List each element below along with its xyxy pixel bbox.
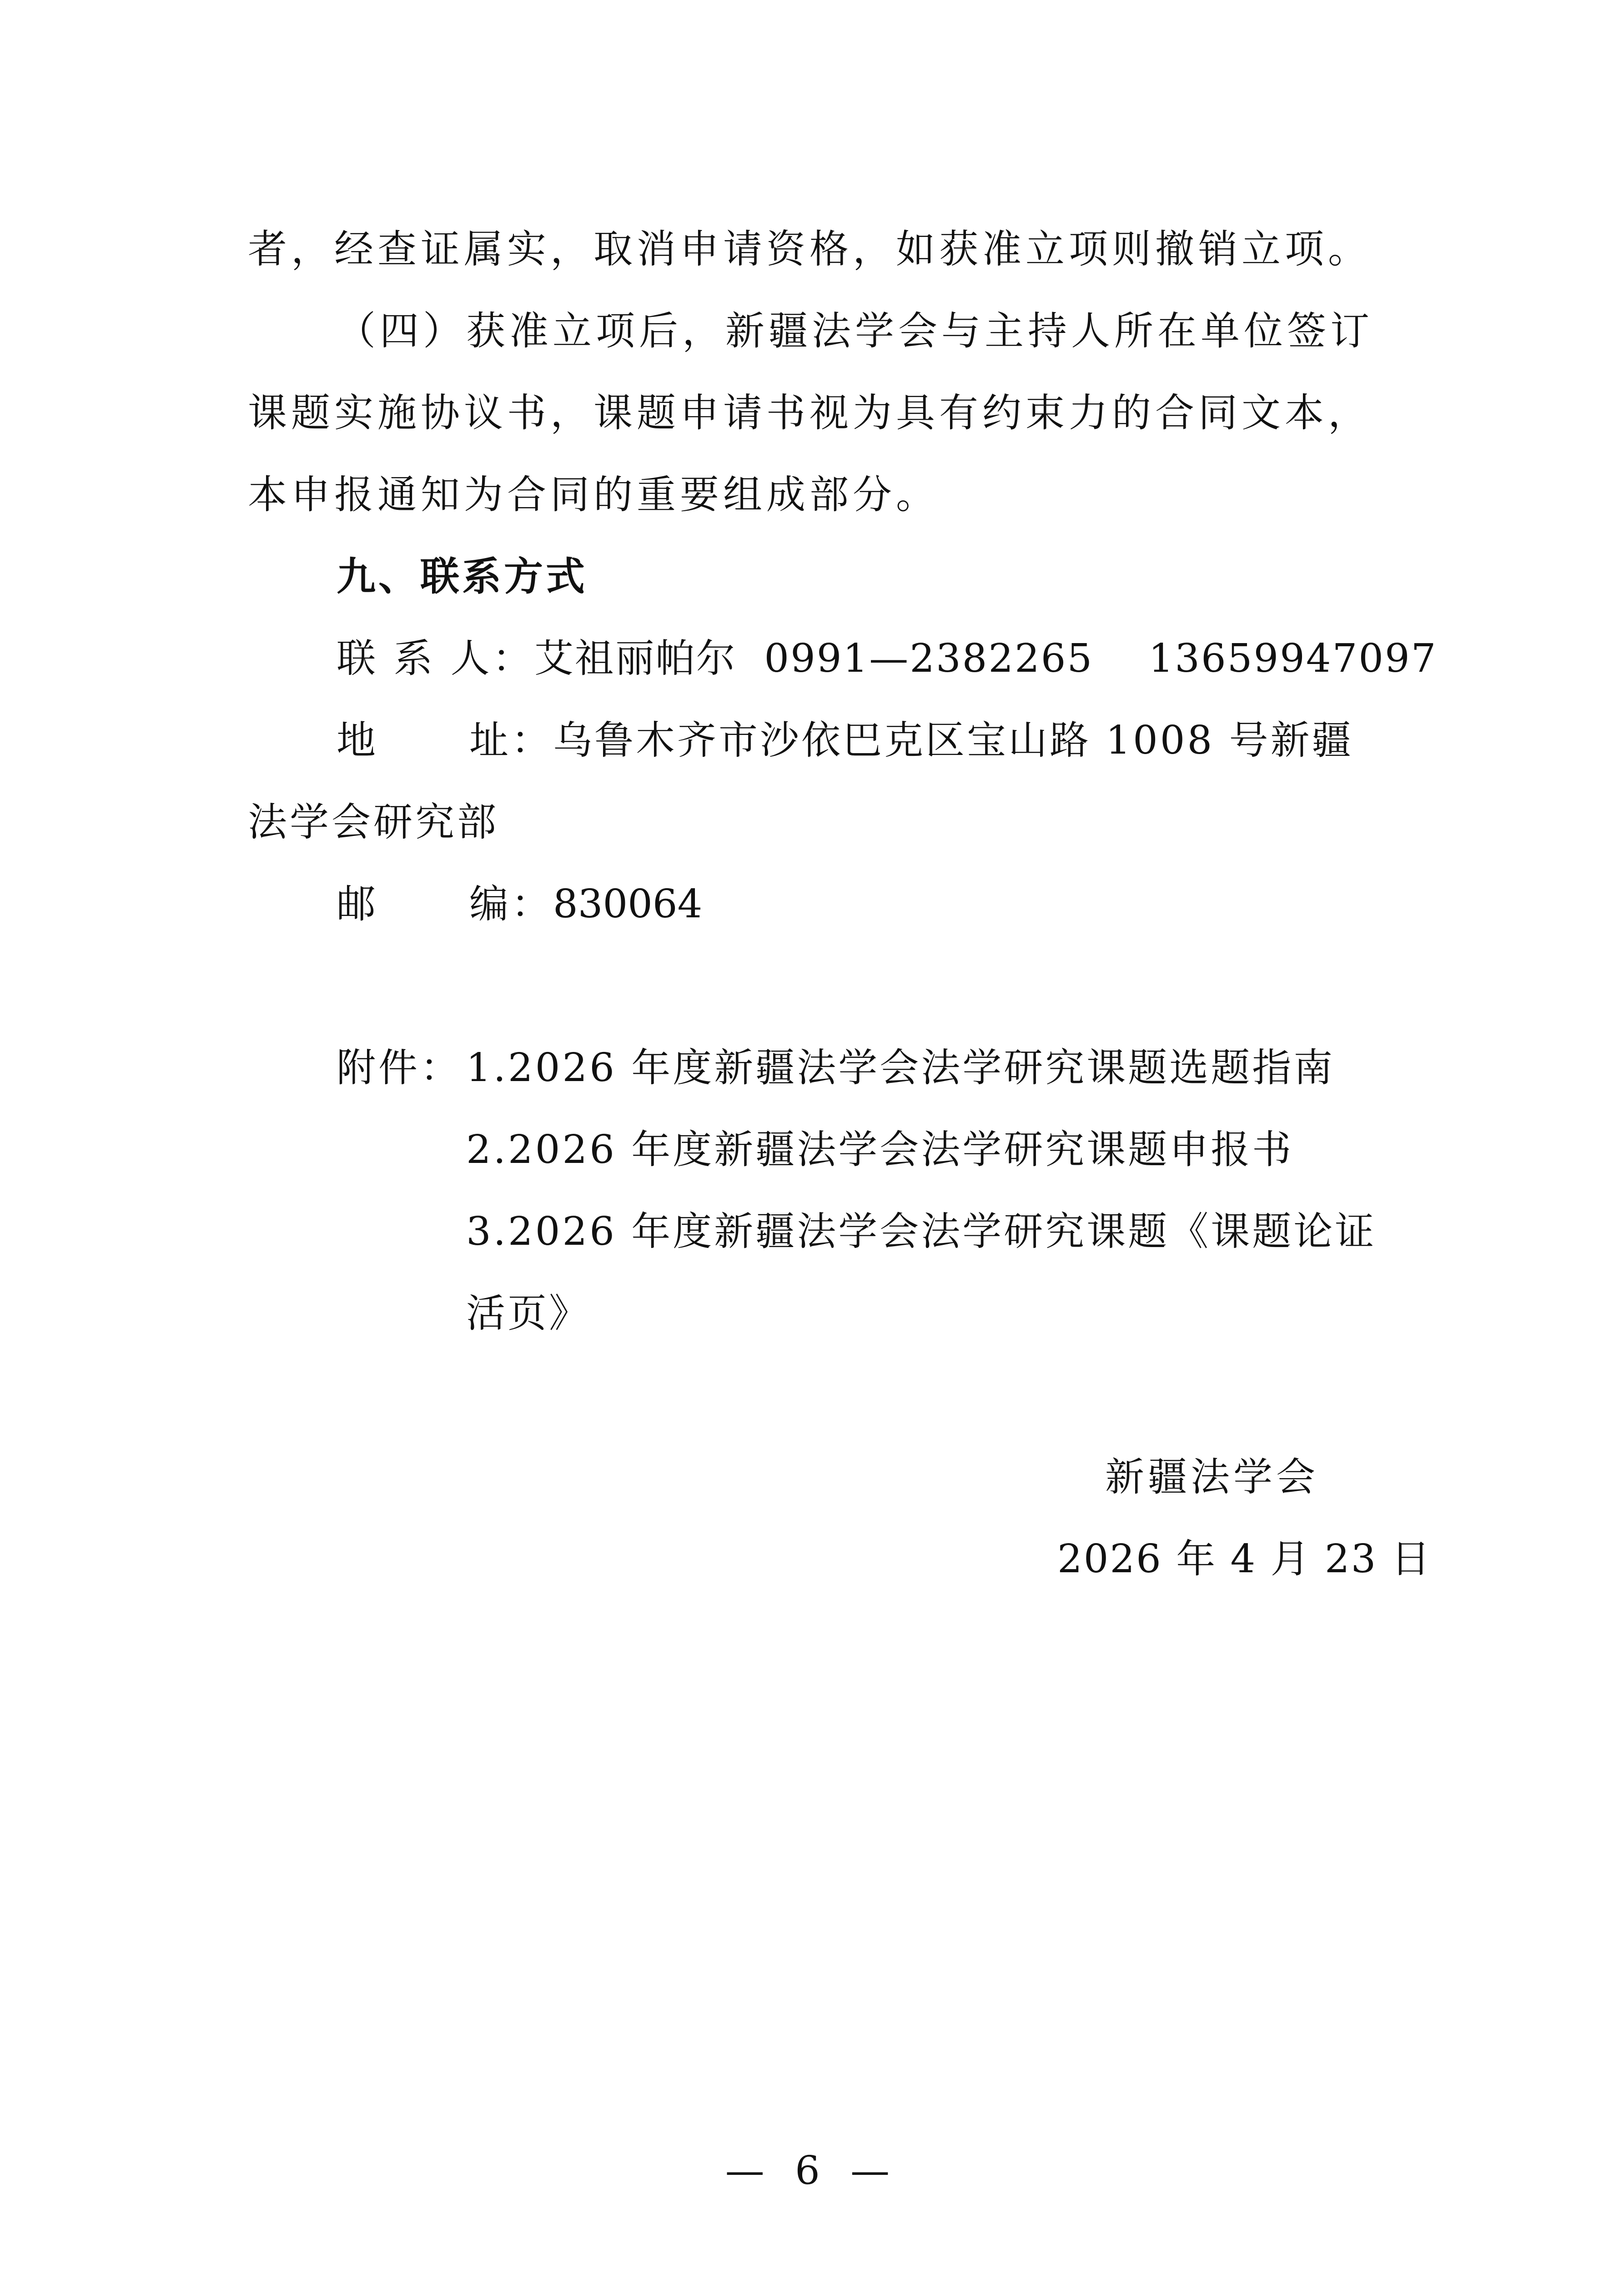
contact-postcode-label: 邮 编： <box>337 881 553 927</box>
contact-address-continued: 法学会研究部 <box>248 800 499 845</box>
page-number: — 6 — <box>725 2148 899 2194</box>
attachment-item-continued: 活页》 <box>466 1291 590 1336</box>
contact-address-value: 乌鲁木齐市沙依巴克区宝山路 1008 号新疆 <box>553 718 1353 763</box>
contact-postcode-row <box>337 881 703 927</box>
attachment-item: 2.2026 年度新疆法学会法学研究课题申报书 <box>466 1127 1294 1172</box>
signature-organization: 新疆法学会 <box>1105 1454 1319 1500</box>
page-number-footer <box>0 2148 1624 2194</box>
body-text-line: 本申报通知为合同的重要组成部分。 <box>248 472 939 518</box>
contact-address-label: 地 址： <box>337 718 553 763</box>
contact-person-label: 联 系 人： <box>337 636 534 681</box>
contact-address-row <box>337 718 1353 763</box>
contact-person-row <box>337 636 1438 681</box>
body-text-line: （四）获准立项后，新疆法学会与主持人所在单位签订 <box>337 308 1373 354</box>
body-text-line: 者，经查证属实，取消申请资格，如获准立项则撤销立项。 <box>248 226 1371 272</box>
signature-date: 2026 年 4 月 23 日 <box>1057 1536 1432 1582</box>
attachment-item: 3.2026 年度新疆法学会法学研究课题《课题论证 <box>466 1209 1377 1254</box>
attachments-label: 附件： <box>337 1045 462 1091</box>
section-heading: 九、联系方式 <box>337 554 588 599</box>
body-text-line: 课题实施协议书，课题申请书视为具有约束力的合同文本， <box>248 390 1371 436</box>
contact-postcode-value: 830064 <box>553 881 703 927</box>
contact-person-value: 艾祖丽帕尔 0991—2382265 13659947097 <box>534 636 1438 681</box>
attachment-item: 1.2026 年度新疆法学会法学研究课题选题指南 <box>466 1045 1335 1091</box>
